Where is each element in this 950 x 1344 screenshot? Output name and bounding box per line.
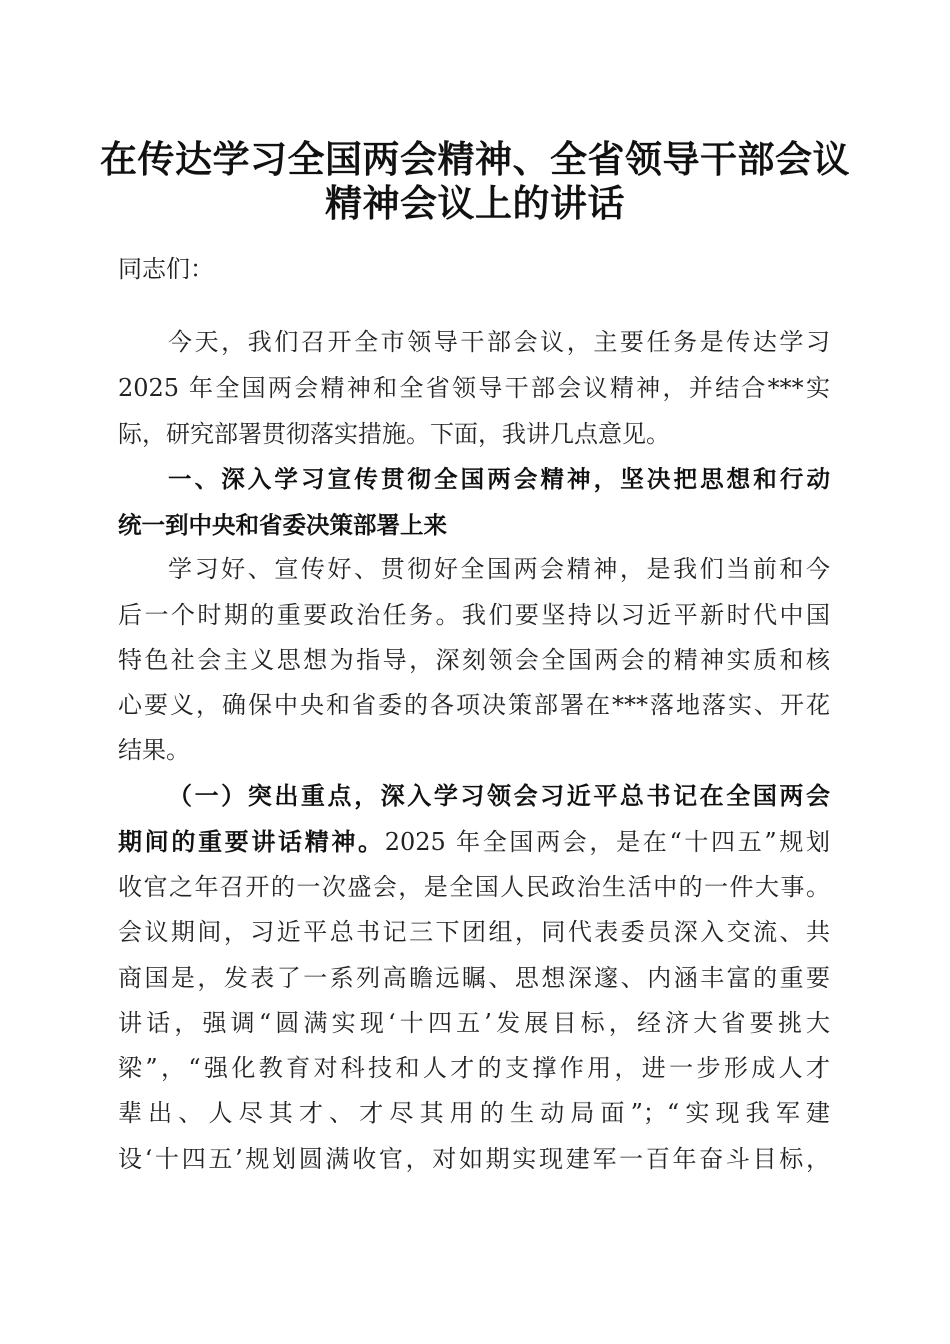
- paragraph-line: 今天，我们召开全市领导干部会议，主要任务是传达学习: [168, 328, 830, 356]
- paragraph-line: 际，研究部署贯彻落实措施。下面，我讲几点意见。: [118, 420, 670, 448]
- paragraph-line: 2025 年全国两会精神和全省领导干部会议精神，并结合***实: [118, 374, 830, 402]
- paragraph-line: 结果。: [118, 736, 190, 764]
- paragraph-line: 商国是，发表了一系列高瞻远瞩、思想深邃、内涵丰富的重要: [118, 964, 830, 992]
- subsection-mixed-line: [118, 826, 830, 858]
- paragraph-line: 学习好、宣传好、贯彻好全国两会精神，是我们当前和今: [168, 555, 830, 583]
- subsection-heading-tail: 期间的重要讲话精神。: [118, 827, 385, 856]
- paragraph-text-run: 2025 年全国两会，是在“十四五”规划: [384, 828, 830, 856]
- subsection-heading-line: （一）突出重点，深入学习领会习近平总书记在全国两会: [168, 781, 830, 810]
- document-title-line-1: 在传达学习全国两会精神、全省领导干部会议: [100, 137, 850, 181]
- paragraph-line: 会议期间，习近平总书记三下团组，同代表委员深入交流、共: [118, 918, 830, 946]
- section-heading-line: 统一到中央和省委决策部署上来: [118, 511, 447, 539]
- paragraph-line: 收官之年召开的一次盛会，是全国人民政治生活中的一件大事。: [118, 873, 830, 901]
- paragraph-line: 梁”，“强化教育对科技和人才的支撑作用，进一步形成人才: [118, 1054, 830, 1082]
- paragraph-line: 设‘十四五’规划圆满收官，对如期实现建军一百年奋斗目标，: [118, 1145, 830, 1173]
- document-title-line-2: 精神会议上的讲话: [325, 181, 625, 225]
- paragraph-line: 特色社会主义思想为指导，深刻领会全国两会的精神实质和核: [118, 646, 830, 674]
- section-heading-line: 一、深入学习宣传贯彻全国两会精神，坚决把思想和行动: [168, 465, 830, 493]
- paragraph-line: 辈出、人尽其才、才尽其用的生动局面”；“实现我军建: [118, 1099, 830, 1127]
- paragraph-line: 后一个时期的重要政治任务。我们要坚持以习近平新时代中国: [118, 601, 830, 629]
- paragraph-line: 讲话，强调“圆满实现‘十四五’发展目标，经济大省要挑大: [118, 1009, 830, 1037]
- paragraph-line: 心要义，确保中央和省委的各项决策部署在***落地落实、开花: [118, 691, 830, 719]
- salutation: 同志们：: [118, 255, 214, 283]
